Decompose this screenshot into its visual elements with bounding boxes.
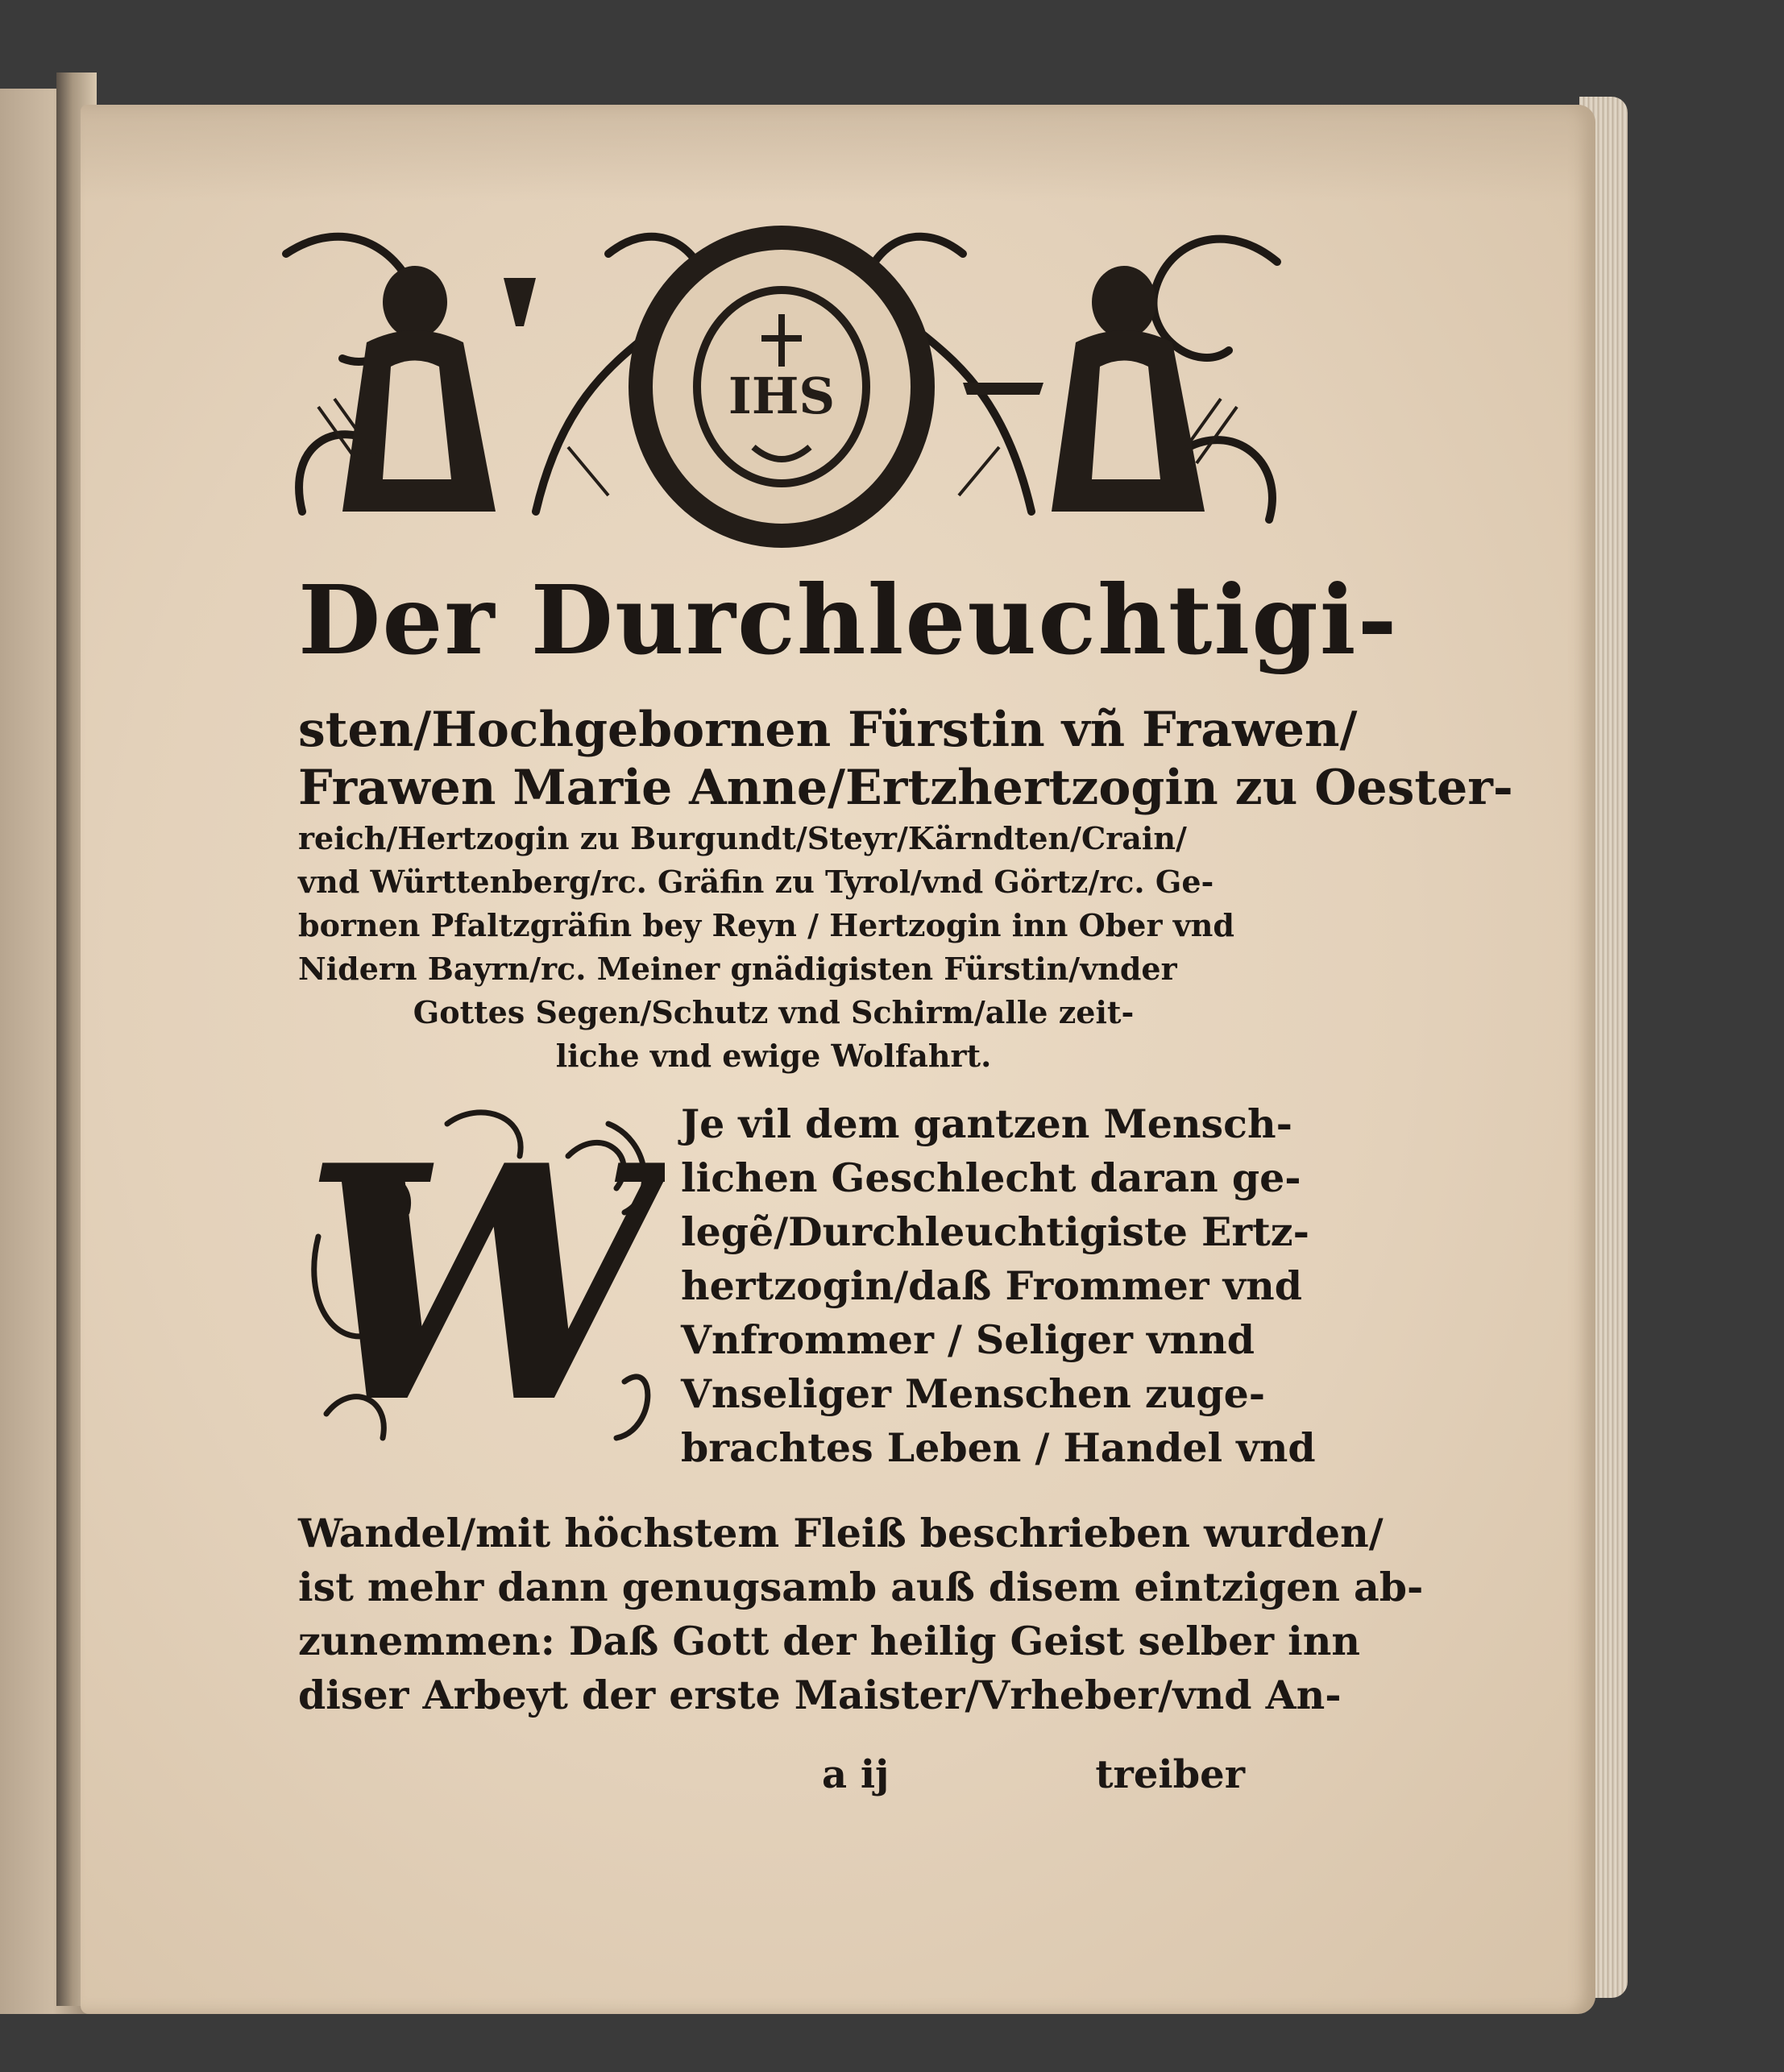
heading-line: Frawen Marie Anne/Ertzhertzogin zu Oester-: [298, 760, 1513, 816]
page-wear: [81, 105, 1595, 201]
body-text-indented: [681, 1097, 1316, 1475]
text-line: Vnseliger Menschen zuge-: [681, 1370, 1266, 1417]
heading-line: Gottes Segen/Schutz vnd Schirm/alle zeit-: [413, 994, 1135, 1030]
decorated-initial: [302, 1092, 665, 1462]
page-title: Der Durchleuchtigi-: [298, 564, 1399, 676]
text-line: lichen Geschlecht daran ge-: [681, 1154, 1301, 1201]
heading-line: reich/Hertzogin zu Burgundt/Steyr/Kärndten/Crain/: [298, 820, 1187, 856]
text-line: legẽ/Durchleuchtigiste Ertz-: [681, 1208, 1309, 1255]
body-text-full: [298, 1506, 1423, 1722]
heading-line: Nidern Bayrn/rc. Meiner gnädigisten Fürstin/vnder: [298, 951, 1177, 987]
heading-line: vnd Württenberg/rc. Gräfin zu Tyrol/vnd Görtz/rc. Ge-: [298, 864, 1214, 900]
dedication-heading: [298, 701, 1513, 1078]
ihs-monogram: IHS: [728, 367, 836, 425]
heading-line: bornen Pfaltzgräfin bey Reyn / Hertzogin inn Ober vnd: [298, 907, 1235, 943]
woodcut-headpiece: [270, 205, 1297, 552]
text-line: Wandel/mit höchstem Fleiß beschrieben wurden/: [298, 1510, 1384, 1556]
heading-line: liche vnd ewige Wolfahrt.: [555, 1038, 992, 1074]
signature-mark: a ij: [822, 1752, 890, 1797]
text-line: hertzogin/daß Frommer vnd: [681, 1262, 1302, 1309]
initial-letter: W: [302, 1096, 665, 1462]
text-line: zunemmen: Daß Gott der heilig Geist selber inn: [298, 1618, 1361, 1664]
text-line: diser Arbeyt der erste Maister/Vrheber/vnd An-: [298, 1672, 1342, 1718]
heading-line: sten/Hochgebornen Fürstin vñ Frawen/: [298, 702, 1358, 758]
text-line: Je vil dem gantzen Mensch-: [681, 1100, 1292, 1147]
catchword: treiber: [1095, 1752, 1245, 1797]
text-line: Vnfrommer / Seliger vnnd: [681, 1316, 1255, 1363]
page-footer: [298, 1752, 1245, 1809]
text-line: ist mehr dann genugsamb auß disem eintzigen ab-: [298, 1564, 1424, 1610]
text-line: brachtes Leben / Handel vnd: [681, 1424, 1316, 1471]
